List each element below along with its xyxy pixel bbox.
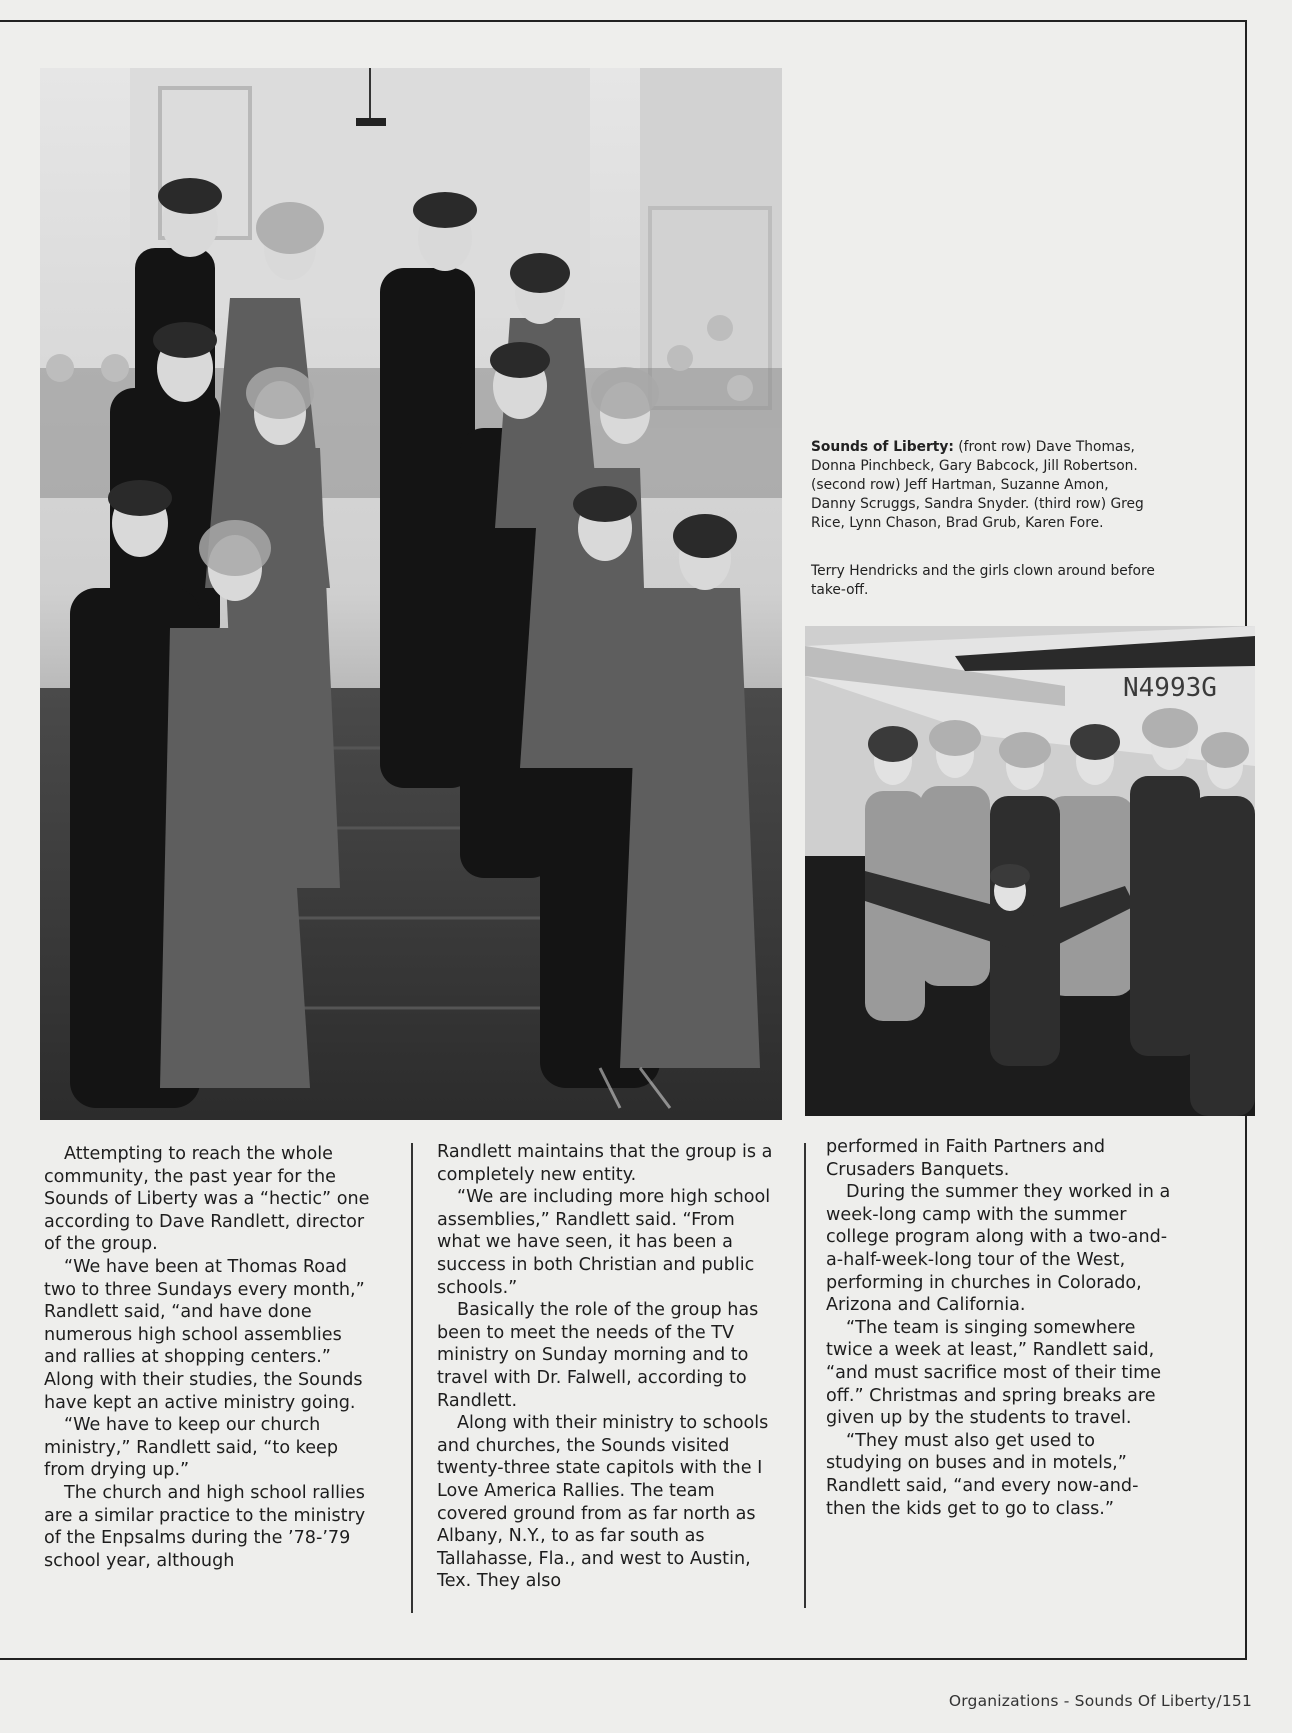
column-divider xyxy=(411,1143,413,1613)
paragraph: performed in Faith Partners and Crusaders Banquets. xyxy=(826,1137,1106,1180)
paragraph: Randlett maintains that the group is a completely new entity. xyxy=(437,1142,773,1185)
plane-caption: Terry Hendricks and the girls clown around before take-off. xyxy=(811,563,1155,598)
column-divider xyxy=(804,1143,806,1608)
caption-names: (front row) Dave Thomas, Donna Pinchbeck, Gary Babcock, Jill Robertson. (second row) Jeff Hartman, Suzanne Amon, Danny Scruggs, Sandra Snyder. (third row) Greg Rice, Lynn Chason, Brad Grub, Karen Fore. xyxy=(811,439,1144,531)
article-column-1 xyxy=(44,1143,380,1572)
paragraph: During the summer they worked in a week-long camp with the summer college program along with a two-and-a-half-week-long tour of the West, performing in churches in Colorado, Arizona and California. xyxy=(826,1182,1171,1316)
paragraph: “We have to keep our church ministry,” Randlett said, “to keep from drying up.” xyxy=(44,1415,339,1481)
plane-registration: N4993G xyxy=(1123,673,1217,703)
article-column-3 xyxy=(826,1136,1176,1520)
paragraph: “We have been at Thomas Road two to three Sundays every month,” Randlett said, “and have done numerous high school assemblies and rallies at shopping centers.” Along with their studies, the Sounds have kept an active ministry going. xyxy=(44,1256,365,1413)
paragraph: Basically the role of the group has been to meet the needs of the TV ministry on Sunday morning and to travel with Dr. Falwell, according to Randlett. xyxy=(437,1300,759,1411)
airplane-photo xyxy=(805,626,1255,1116)
article-column-2 xyxy=(437,1141,777,1593)
page-footer: Organizations - Sounds Of Liberty/151 xyxy=(948,1692,1252,1710)
paragraph: Along with their ministry to schools and churches, the Sounds visited twenty-three state capitols with the I Love America Rallies. The team covered ground from as far north as Albany, N.Y., to as far south as Tallahasse, Fla., and west to Austin, Tex. They also xyxy=(437,1413,769,1592)
paragraph: “We are including more high school assemblies,” Randlett said. “From what we have seen, it has been a success in both Christian and public schools.” xyxy=(437,1187,771,1298)
paragraph: “The team is singing somewhere twice a week at least,” Randlett said, “and must sacrifice most of their time off.” Christmas and spring breaks are given up by the students to travel. xyxy=(826,1317,1162,1429)
caption-title: Sounds of Liberty: xyxy=(811,439,954,455)
paragraph: The church and high school rallies are a similar practice to the ministry of the Enpsalms during the ’78-’79 school year, although xyxy=(44,1482,366,1571)
paragraph: Attempting to reach the whole community, the past year for the Sounds of Liberty was a “hectic” one according to Dave Randlett, director of the group. xyxy=(44,1144,370,1255)
paragraph: “They must also get used to studying on buses and in motels,” Randlett said, “and every now-and-then the kids get to go to class.” xyxy=(826,1430,1139,1519)
singers-photo xyxy=(40,68,782,1120)
group-caption xyxy=(811,438,1156,533)
